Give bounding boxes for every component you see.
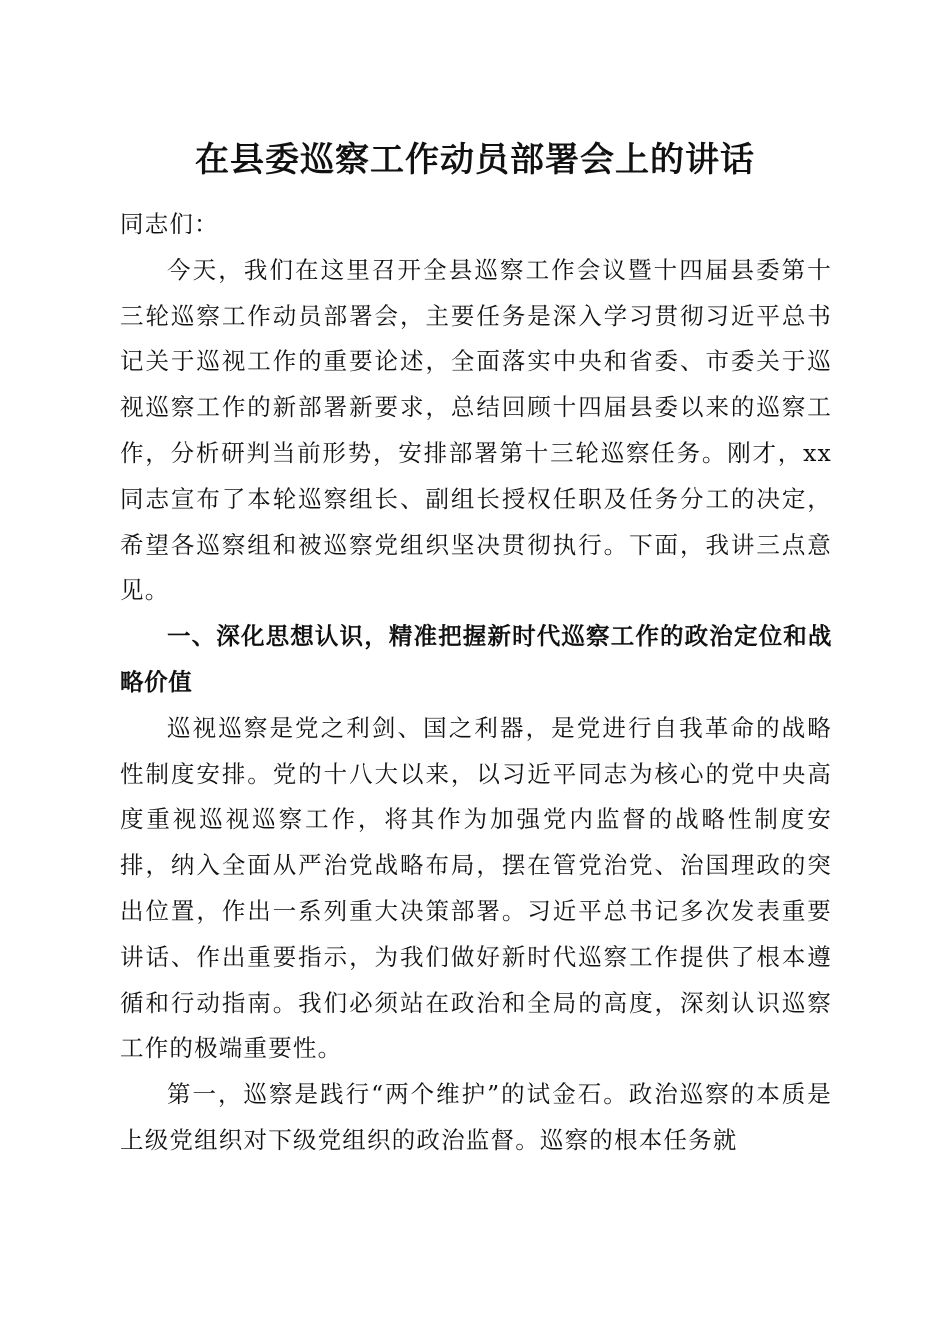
section-paragraph: 巡视巡察是党之利剑、国之利器，是党进行自我革命的战略性制度安排。党的十八大以来，以习近平同志为核心的党中央高度重视巡视巡察工作，将其作为加强党内监督的战略性制度安排，纳入全面从严治党战略布局，摆在管党治党、治国理政的突出位置，作出一系列重大决策部署。习近平总书记多次发表重要讲话、作出重要指示，为我们做好新时代巡察工作提供了根本遵循和行动指南。我们必须站在政治和全局的高度，深刻认识巡察工作的极端重要性。 xyxy=(120,713,832,1063)
section-heading: 一、深化思想认识，精准把握新时代巡察工作的政治定位和战略价值 xyxy=(120,622,832,696)
document-title: 在县委巡察工作动员部署会上的讲话 xyxy=(195,140,755,180)
salutation: 同志们： xyxy=(120,210,219,238)
intro-paragraph: 今天，我们在这里召开全县巡察工作会议暨十四届县委第十三轮巡察工作动员部署会，主要任务是深入学习贯彻习近平总书记关于巡视工作的重要论述，全面落实中央和省委、市委关于巡视巡察工作的新部署新要求，总结回顾十四届县委以来的巡察工作，分析研判当前形势，安排部署第十三轮巡察任务。刚才，xx同志宣布了本轮巡察组长、副组长授权任职及任务分工的决定，希望各巡察组和被巡察党组织坚决贯彻执行。下面，我讲三点意见。 xyxy=(120,255,832,605)
document-body xyxy=(120,202,832,1164)
section-paragraph: 第一，巡察是践行“两个维护”的试金石。政治巡察的本质是上级党组织对下级党组织的政治监督。巡察的根本任务就 xyxy=(120,1080,832,1154)
